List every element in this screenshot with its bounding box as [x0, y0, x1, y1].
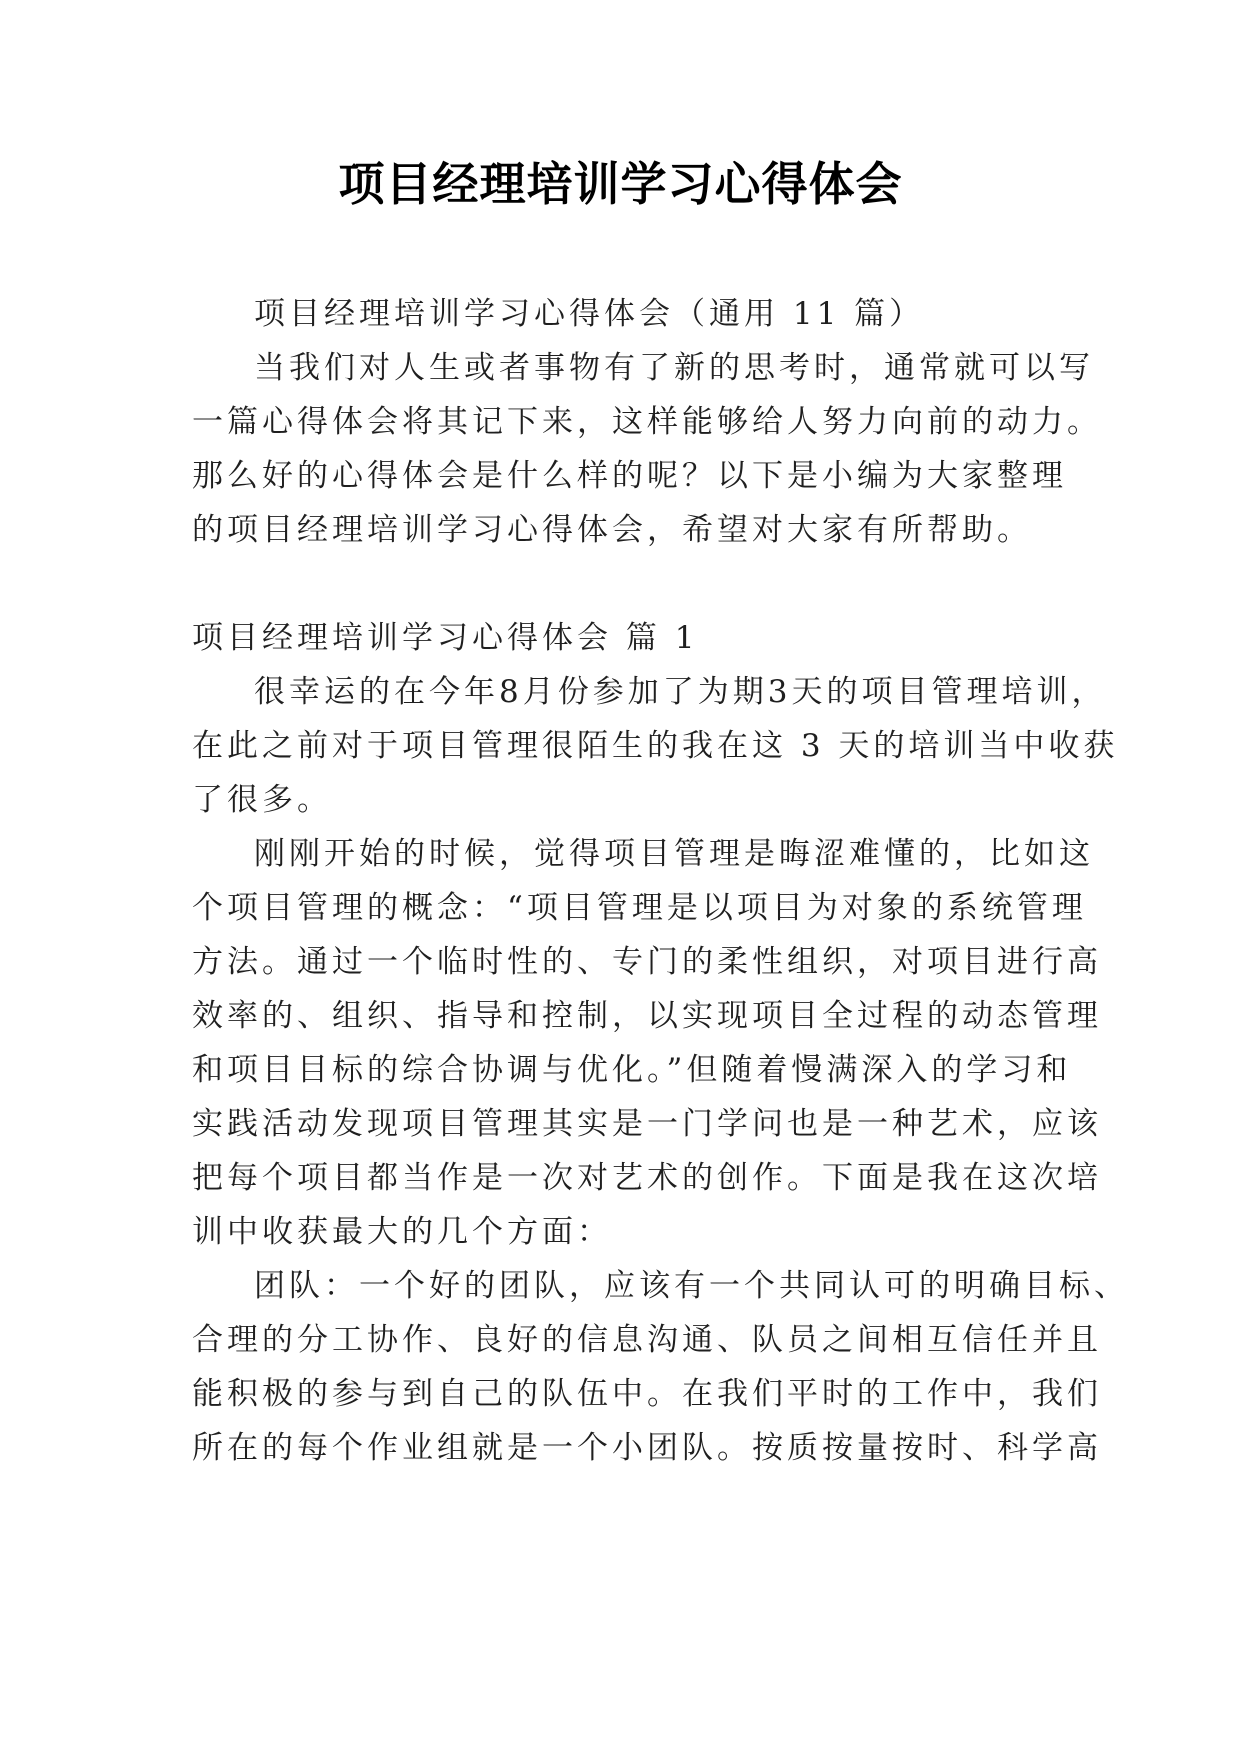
- paragraph-line: 方法。通过一个临时性的、专门的柔性组织，对项目进行高: [192, 944, 1102, 980]
- paragraph-line: 团队：一个好的团队，应该有一个共同认可的明确目标、: [254, 1268, 1129, 1304]
- paragraph-line: 实践活动发现项目管理其实是一门学问也是一种艺术，应该: [192, 1106, 1102, 1142]
- paragraph-line: 所在的每个作业组就是一个小团队。按质按量按时、科学高: [192, 1430, 1102, 1466]
- paragraph-line: 合理的分工协作、良好的信息沟通、队员之间相互信任并且: [192, 1322, 1102, 1358]
- paragraph-line: 和项目目标的综合协调与优化。”但随着慢满深入的学习和: [192, 1052, 1072, 1088]
- paragraph-line: 了很多。: [192, 782, 332, 818]
- intro-line: 一篇心得体会将其记下来，这样能够给人努力向前的动力。: [192, 404, 1102, 440]
- intro-line: 那么好的心得体会是什么样的呢？以下是小编为大家整理: [192, 458, 1067, 494]
- document-subtitle: 项目经理培训学习心得体会（通用 11 篇）: [254, 296, 925, 332]
- paragraph-line: 很幸运的在今年8月份参加了为期3天的项目管理培训，: [254, 674, 1107, 710]
- paragraph-line: 能积极的参与到自己的队伍中。在我们平时的工作中，我们: [192, 1376, 1102, 1412]
- intro-line: 的项目经理培训学习心得体会，希望对大家有所帮助。: [192, 512, 1032, 548]
- intro-line: 当我们对人生或者事物有了新的思考时，通常就可以写: [254, 350, 1094, 386]
- document-title: 项目经理培训学习心得体会: [338, 157, 903, 211]
- paragraph-line: 在此之前对于项目管理很陌生的我在这 3 天的培训当中收获: [192, 728, 1119, 764]
- paragraph-line: 刚刚开始的时候，觉得项目管理是晦涩难懂的，比如这: [254, 836, 1094, 872]
- paragraph-line: 把每个项目都当作是一次对艺术的创作。下面是我在这次培: [192, 1160, 1102, 1196]
- document-body: [192, 287, 1129, 1475]
- section-heading: 项目经理培训学习心得体会 篇 1: [192, 620, 699, 656]
- paragraph-line: 训中收获最大的几个方面：: [192, 1214, 612, 1250]
- paragraph-line: 效率的、组织、指导和控制，以实现项目全过程的动态管理: [192, 998, 1102, 1034]
- paragraph-line: 个项目管理的概念：“项目管理是以项目为对象的系统管理: [192, 890, 1087, 926]
